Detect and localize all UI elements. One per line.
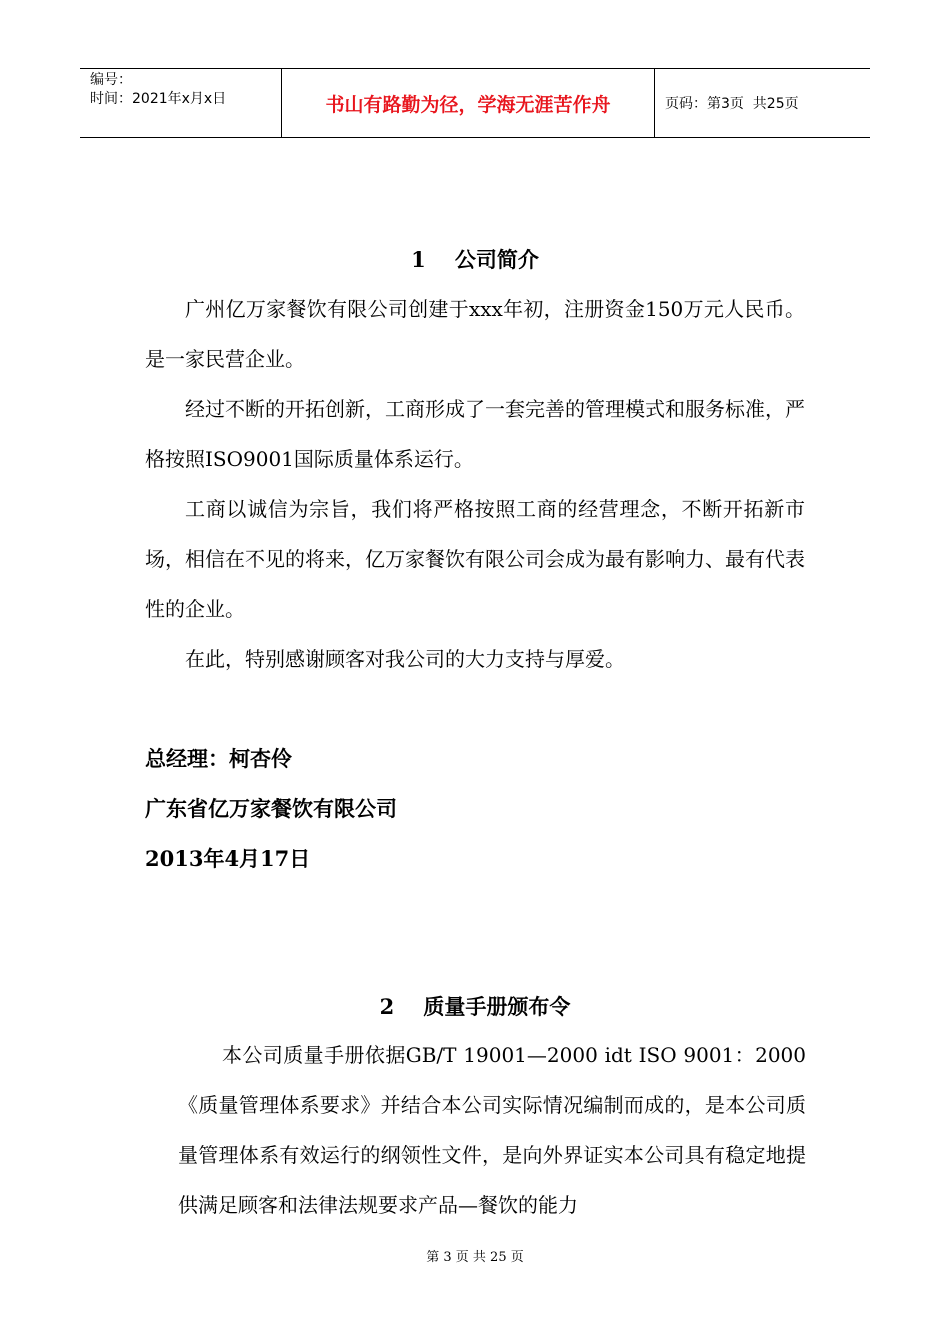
time-label: 时间：2021年x月x日 [90, 91, 227, 107]
header-page-info: 页码：第3页 共25页 [665, 96, 799, 112]
section-1-paragraph: 工商以诚信为宗旨，我们将严格按照工商的经营理念，不断开拓新市场，相信在不见的将来，亿万家餐饮有限公司会成为最有影响力、最有代表性的企业。 [145, 497, 805, 621]
header-meta-cell [80, 69, 282, 137]
section-1-paragraph: 广州亿万家餐饮有限公司创建于xxx年初，注册资金150万元人民币。是一家民营企业。 [145, 297, 805, 371]
signature-company: 广东省亿万家餐饮有限公司 [145, 797, 397, 821]
section-2-title: 2 质量手册颁布令 [379, 994, 571, 1019]
header-motto: 书山有路勤为径，学海无涯苦作舟 [282, 69, 655, 137]
document-header [80, 68, 870, 138]
serial-label: 编号： [90, 72, 132, 88]
page-footer: 第 3 页 共 25 页 [426, 1250, 524, 1265]
section-1-title: 1 公司简介 [411, 247, 539, 272]
section-1-paragraph: 在此，特别感谢顾客对我公司的大力支持与厚爱。 [185, 647, 625, 671]
signature-manager: 总经理：柯杏伶 [145, 747, 292, 771]
signature-date: 2013年4月17日 [145, 846, 311, 871]
section-2-paragraph: 本公司质量手册依据GB/T 19001—2000 idt ISO 9001：2000《质量管理体系要求》并结合本公司实际情况编制而成的，是本公司质量管理体系有效运行的纲领性文件，是向外界证实本公司具有稳定地提供满足顾客和法律法规要求产品—餐饮的能力 [178, 1043, 806, 1217]
section-1-paragraph: 经过不断的开拓创新，工商形成了一套完善的管理模式和服务标准，严格按照ISO9001国际质量体系运行。 [145, 397, 805, 471]
